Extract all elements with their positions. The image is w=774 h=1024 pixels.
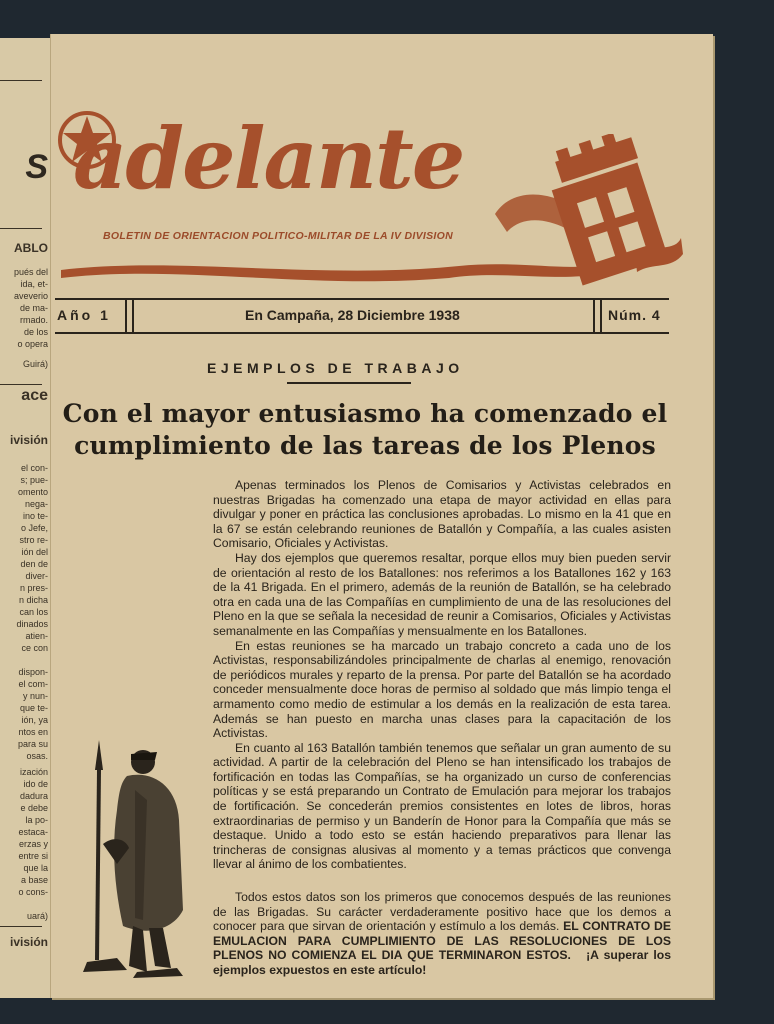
newspaper-page [50,34,713,998]
article-paragraph: En estas reuniones se ha marcado un trabajo concreto a cada uno de los Activistas, responsabilizándoles principalmente de charlas al enemigo, renovación de periódicos murales y reparto de la prensa. Por parte del Batallón se ha acordado conceder mensualmente doce horas de permiso al soldado que más limpio tenga el armamento como medio de estimular a los demás en la realización de esta tarea. Además se han puesto en marcha unas clases para la capacitación de los Activistas. [213,638,671,741]
left-page-text: dadura [19,791,48,801]
left-page-text: ida, et- [20,279,48,289]
headline: Con el mayor entusiasmo ha comenzado el cumplimiento de las tareas de los Plenos [62,399,668,460]
closing-text: Todos estos datos son los primeros que conocemos después de las reuniones de las Brigadas. Su carácter verdaderamente positivo hace que los demos a conocer para que sirvan de orientación y estímulo a los demás. [213,890,671,934]
issue-year: Año 1 [57,307,111,323]
left-page-text: de los [23,327,48,337]
left-page-text: el com- [18,679,48,689]
article-closing [213,890,671,978]
left-page-text: Guirá) [22,359,48,369]
closing-tail: ¡A superar los ejemplos expuestos en este artículo! [213,948,672,977]
left-page-text: can los [19,607,48,617]
left-page-rule [0,228,42,229]
left-page-text: erzas y [18,839,48,849]
left-page-text: omento [17,487,48,497]
left-page-text: s; pue- [20,475,48,485]
left-page-rule [0,384,42,385]
left-page-text: el con- [20,463,48,473]
left-page-text: uará) [26,911,48,921]
masthead [55,72,705,282]
left-page-text: o opera [17,339,48,349]
masthead-title: adelante [73,109,464,208]
left-page-text: para su [17,739,48,749]
left-page-text: o cons- [18,887,48,897]
bar-divider [593,300,602,332]
left-page-text: ivisión [9,936,48,948]
left-page-fragment [0,38,52,998]
issue-bar [55,298,669,334]
left-page-text: aveverio [13,291,48,301]
section-rule [287,382,411,384]
left-page-text: que te- [19,703,48,713]
left-page-text: que la [23,863,48,873]
masthead-subtitle: BOLETIN DE ORIENTACION POLITICO-MILITAR DE LA IV DIVISION [103,230,453,242]
left-page-text: osas. [26,751,48,761]
bar-divider [125,300,134,332]
left-page-text: ce con [21,643,48,653]
left-page-text: ido de [23,779,48,789]
left-page-text: diver- [25,571,48,581]
article-body [213,478,671,978]
left-page-text: dispon- [18,667,48,677]
left-page-text: ización [19,767,48,777]
left-page-text: estaca- [18,827,48,837]
left-page-text: dinados [16,619,48,629]
article-paragraph: En cuanto al 163 Batallón también tenemos que señalar un gran aumento de su actividad. A partir de la celebración del Pleno se han intensificado los trabajos de fortificación en todas las Compañías, se ha organizado un curso de conferencias políticas y se está preparando un Contrato de Emulación para mejorar los trabajos de fortificación. Se concederán premios consistentes en lotes de libros, horas extraordinarias de permiso y un Banderín de Honor para la Compañía que más se destaque. Unido a todo esto se están haciendo preparativos para llenar las trincheras de consignas alusivas al momento y a temas prácticos que convenga llevar al ánimo de los combatientes. [213,740,671,872]
left-page-rule [0,80,42,81]
left-page-text: S [25,150,48,184]
left-page-text: ABLO [14,242,48,254]
left-page-text: pués del [13,267,48,277]
left-page-text: stro re- [19,535,48,545]
left-page-text: ivisión [9,434,48,446]
left-page-rule [0,926,42,927]
closing-caps: EL CONTRATO DE EMULACION PARA CUMPLIMIENTO DE LAS RESOLUCIONES DE LOS PLENOS NO COMIENZA EL DIA QUE TERMINARON ESTOS. [213,919,671,963]
article-paragraph: Apenas terminados los Plenos de Comisarios y Activistas celebrados en nuestras Brigadas ha comenzado una etapa de mayor actividad en ellas para divulgar y poner en práctica las conclusiones aprobadas. Lo mismo en la 41 que en la 67 se están celebrando reuniones de Batallón y Compañía, a las cuales asisten Comisario, Oficiales y Activistas. [213,478,671,551]
left-page-text: n pres- [19,583,48,593]
left-page-text: rmado. [19,315,48,325]
left-page-text: ión, ya [21,715,48,725]
left-page-text: la po- [25,815,48,825]
left-page-text: atien- [25,631,48,641]
left-page-text: y nun- [22,691,48,701]
left-page-text: n dicha [18,595,48,605]
left-page-text: a base [20,875,48,885]
issue-number: Núm. 4 [608,307,661,323]
left-page-text: entre si [18,851,48,861]
section-title: EJEMPLOS DE TRABAJO [207,360,464,376]
left-page-text: ino te- [22,511,48,521]
left-page-text: nega- [24,499,48,509]
left-page-text: ntos en [18,727,48,737]
left-page-text: den de [20,559,48,569]
left-page-text: ace [21,390,48,402]
left-page-text: de ma- [19,303,48,313]
left-page-text: o Jefe, [20,523,48,533]
soldier-illustration [77,740,189,980]
issue-date: En Campaña, 28 Diciembre 1938 [245,307,460,323]
left-page-text: ión del [21,547,48,557]
left-page-text: e debe [20,803,48,813]
article-paragraph: Hay dos ejemplos que queremos resaltar, porque ellos muy bien pueden servir de orientación al resto de los Batallones: nos referimos a los Batallones 162 y 163 de la 41 Brigada. En el primero, además de la reunión de Batallón, se ha celebrado otra en cada una de las Compañías en cumplimiento de una de las resoluciones del Pleno en la que se señala la necesidad de reunir a Comisarios, Oficiales y Activistas semanalmente en las Compañías y mensualmente en los Batallones. [213,550,671,638]
fortress-emblem-icon [485,134,685,294]
